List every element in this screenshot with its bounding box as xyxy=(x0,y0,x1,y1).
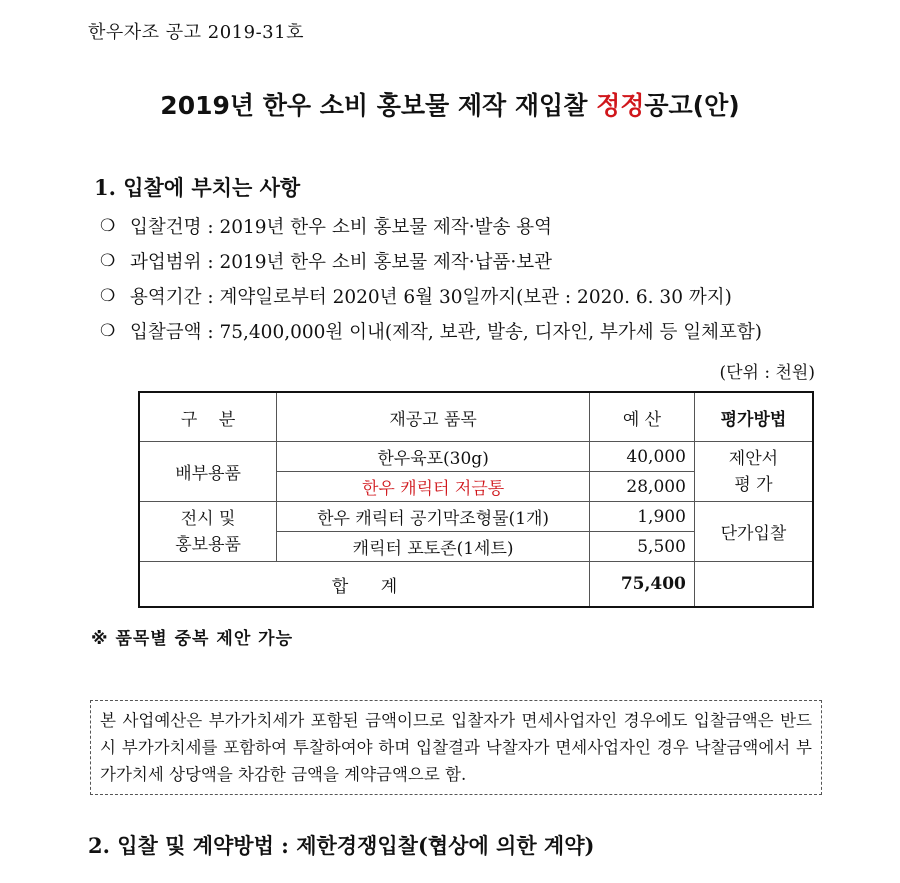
total-label: 합 계 xyxy=(139,562,590,608)
budget-cell: 1,900 xyxy=(590,502,695,532)
total-value: 75,400 xyxy=(590,562,695,608)
header-item: 재공고 품목 xyxy=(277,392,590,442)
table-row xyxy=(139,442,813,472)
list-item: ❍ 과업범위 : 2019년 한우 소비 홍보물 제작·납품·보관 xyxy=(100,250,553,273)
evaluation-cell: 제안서 평 가 xyxy=(694,442,813,502)
duplicate-note: ※ 품목별 중복 제안 가능 xyxy=(91,629,293,649)
budget-cell: 40,000 xyxy=(590,442,695,472)
section1-heading: 1. 입찰에 부치는 사항 xyxy=(94,175,301,200)
table-header-row xyxy=(139,392,813,442)
title-suffix: 공고(안) xyxy=(644,91,740,120)
title-prefix: 2019년 한우 소비 홍보물 제작 재입찰 xyxy=(160,91,597,120)
item-cell: 캐릭터 포토존(1세트) xyxy=(277,532,590,562)
circle-bullet-icon: ❍ xyxy=(100,215,116,236)
circle-bullet-icon: ❍ xyxy=(100,250,116,271)
category-cell: 배부용품 xyxy=(139,442,277,502)
item-cell: 한우 캐릭터 공기막조형물(1개) xyxy=(277,502,590,532)
total-empty-cell xyxy=(694,562,813,608)
list-item: ❍ 용역기간 : 계약일로부터 2020년 6월 30일까지(보관 : 2020. 6. 30 까지) xyxy=(100,285,732,308)
circle-bullet-icon: ❍ xyxy=(100,285,116,306)
header-category: 구 분 xyxy=(139,392,277,442)
page-title xyxy=(0,86,900,122)
notice-number: 한우자조 공고 2019-31호 xyxy=(88,22,304,43)
evaluation-cell: 단가입찰 xyxy=(694,502,813,562)
title-highlight: 정정 xyxy=(596,91,645,120)
vat-notice-box: 본 사업예산은 부가가치세가 포함된 금액이므로 입찰자가 면세사업자인 경우에도 입찰금액은 반드시 부가가치세를 포함하여 투찰하여야 하며 입찰결과 낙찰자가 면세사업자인 경우 낙찰금액에서 부가가치세 상당액을 차감한 금액을 계약금액으로 함. xyxy=(90,700,822,795)
header-budget: 예 산 xyxy=(590,392,695,442)
table-row xyxy=(139,502,813,532)
header-evaluation: 평가방법 xyxy=(694,392,813,442)
section2-heading: 2. 입찰 및 계약방법 : 제한경쟁입찰(협상에 의한 계약) xyxy=(88,833,595,858)
budget-cell: 5,500 xyxy=(590,532,695,562)
item-cell: 한우 캐릭터 저금통 xyxy=(277,472,590,502)
item-cell: 한우육포(30g) xyxy=(277,442,590,472)
circle-bullet-icon: ❍ xyxy=(100,320,116,341)
table-total-row xyxy=(139,562,813,608)
list-item: ❍ 입찰건명 : 2019년 한우 소비 홍보물 제작·발송 용역 xyxy=(100,215,553,238)
list-item: ❍ 입찰금액 : 75,400,000원 이내(제작, 보관, 발송, 디자인, 부가세 등 일체포함) xyxy=(100,320,762,343)
section1-list xyxy=(100,208,762,348)
unit-label: (단위 : 천원) xyxy=(719,363,815,383)
items-table xyxy=(138,391,814,608)
budget-cell: 28,000 xyxy=(590,472,695,502)
category-cell: 전시 및 홍보용품 xyxy=(139,502,277,562)
